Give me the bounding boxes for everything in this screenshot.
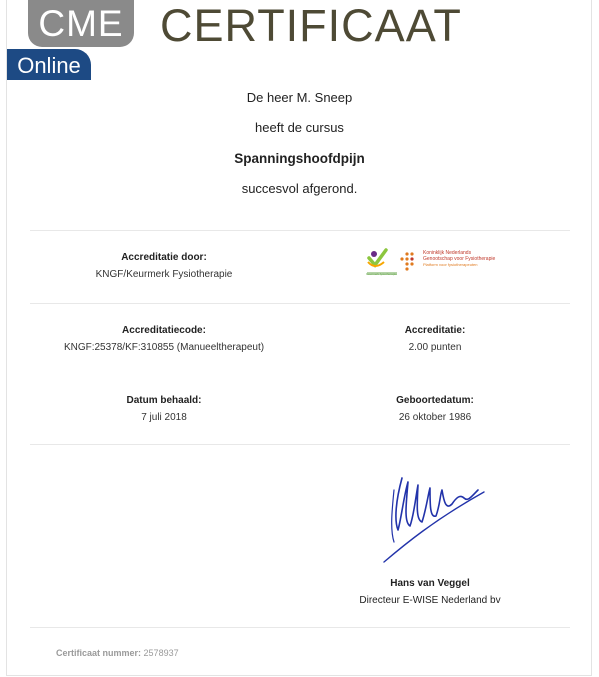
- divider: [30, 230, 570, 231]
- divider: [30, 627, 570, 628]
- accreditation-by: [64, 252, 264, 280]
- accreditation-logos: [366, 246, 506, 278]
- certificate-number-value: 2578937: [143, 648, 179, 658]
- certificate-number: [56, 648, 179, 658]
- accreditation-by-label: Accreditatie door:: [121, 252, 207, 263]
- online-logo: Online: [7, 49, 91, 80]
- course-name: Spanningshoofdpijn: [234, 151, 365, 166]
- cme-logo: CME: [28, 0, 134, 47]
- birth-date-label: Geboortedatum:: [396, 395, 474, 406]
- birth-date: [335, 395, 535, 423]
- completion-text: succesvol afgerond.: [241, 181, 358, 196]
- signer-role: Directeur E-WISE Nederland bv: [359, 595, 501, 606]
- accreditation-code: [34, 325, 294, 353]
- accreditation-by-value: KNGF/Keurmerk Fysiotherapie: [95, 269, 233, 280]
- accreditation-points-value: 2.00 punten: [408, 342, 462, 353]
- accreditation-code-label: Accreditatiecode:: [122, 325, 206, 336]
- kngf-logo-icon: [400, 252, 413, 270]
- kngf-logo-line2: Genootschap voor Fysiotherapie: [423, 256, 496, 262]
- date-achieved-value: 7 juli 2018: [141, 412, 187, 423]
- keurmerk-logo-caption: Keurmerk fysiotherapie: [366, 272, 397, 276]
- recipient-name: De heer M. Sneep: [246, 90, 353, 105]
- divider: [30, 303, 570, 304]
- certificate-number-label: Certificaat nummer:: [56, 648, 142, 658]
- kngf-logo-line1: Koninklijk Nederlands: [423, 250, 472, 256]
- accreditation-points: [335, 325, 535, 353]
- signature-icon: [374, 460, 494, 570]
- intro-text: heeft de cursus: [255, 120, 344, 135]
- signer-name: Hans van Veggel: [390, 578, 470, 589]
- date-achieved: [64, 395, 264, 423]
- accreditation-points-label: Accreditatie:: [404, 325, 466, 336]
- accreditation-code-value: KNGF:25378/KF:310855 (Manueeltherapeut): [63, 342, 265, 353]
- divider: [30, 444, 570, 445]
- kngf-logo-sub: Platform voor fysiotherapeuten: [423, 262, 478, 267]
- date-achieved-label: Datum behaald:: [126, 395, 202, 406]
- birth-date-value: 26 oktober 1986: [398, 412, 472, 423]
- certificate-title: CERTIFICAAT: [160, 0, 462, 51]
